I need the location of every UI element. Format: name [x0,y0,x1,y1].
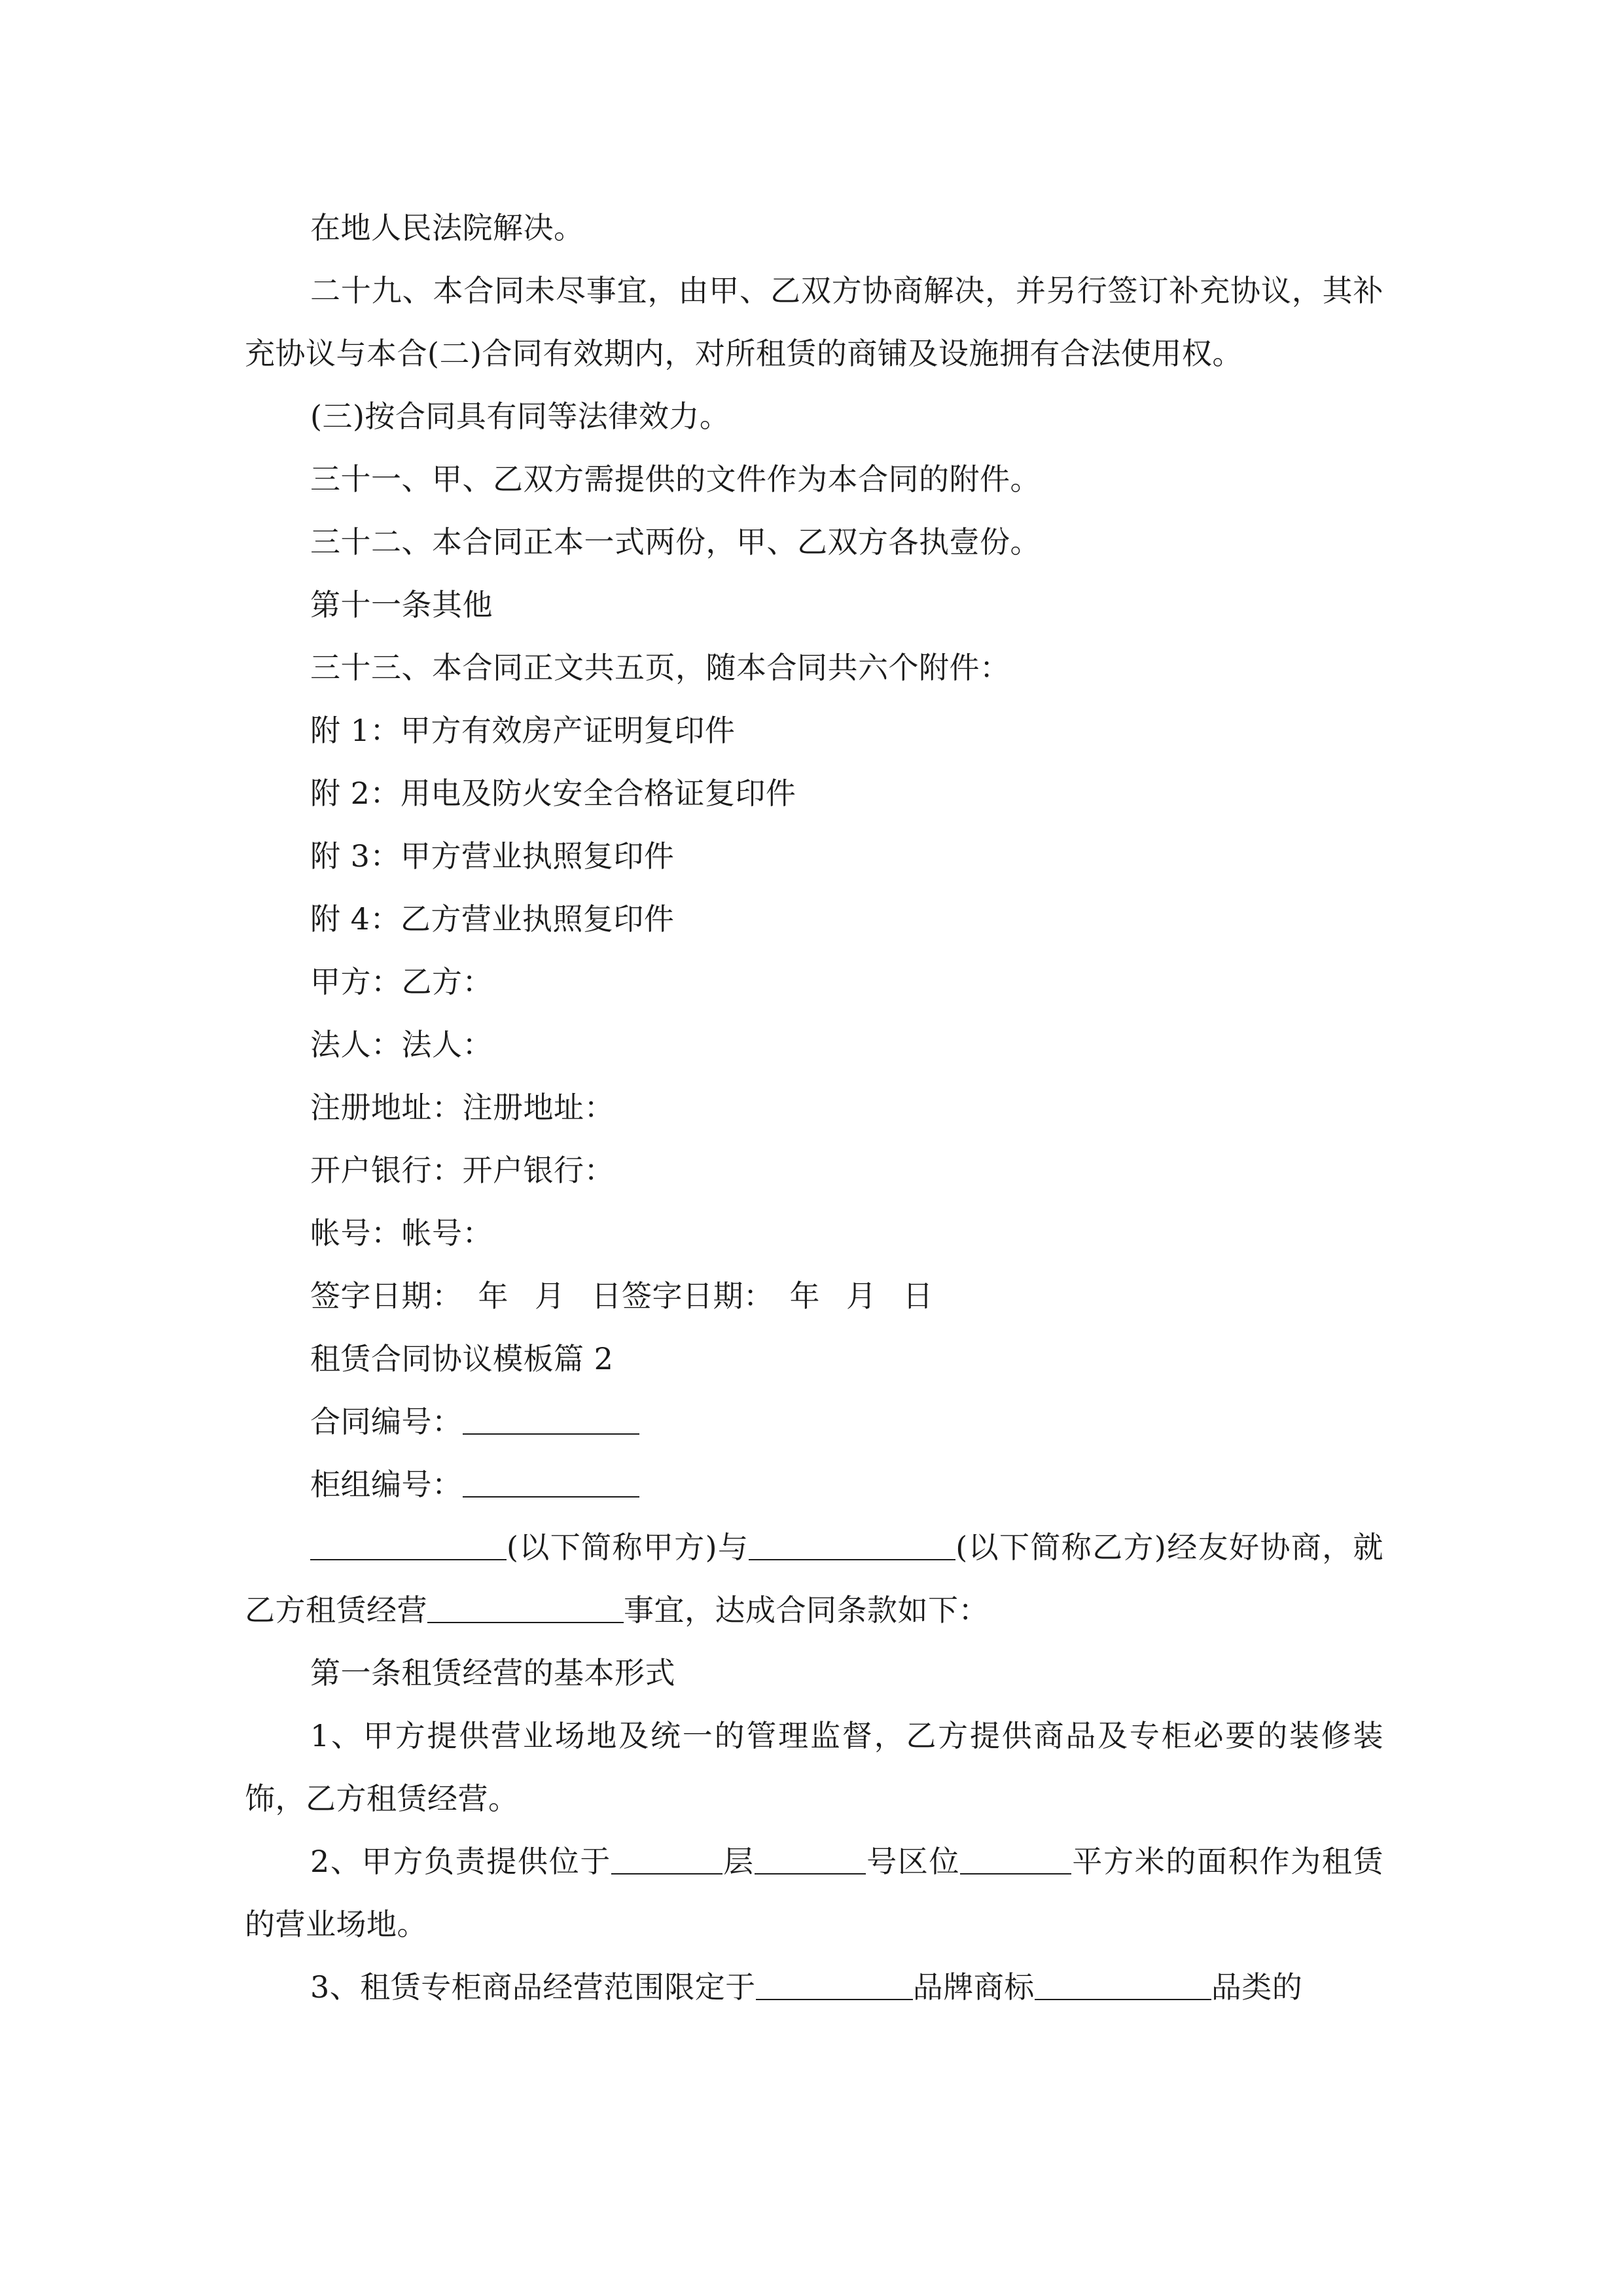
signature-field: 帐号：帐号： [310,1215,493,1251]
sign-date-label-2: 日签字日期： [591,1278,774,1314]
clause-3-suffix: 品类的 [1211,1969,1303,2005]
paragraph: 二十九、本合同未尽事宜，由甲、乙双方协商解决，并另行签订补充协议，其补充协议与本合(二)合同有效期内，对所租赁的商铺及设施拥有合法使用权。 [245,273,1383,371]
attachment-item: 附 3：甲方营业执照复印件 [310,838,675,874]
clause-2-suffix: 平方米的面积作为租赁的营业场地。 [245,1844,1384,1942]
attachment-item: 附 1：甲方有效房产证明复印件 [310,713,736,748]
clause-2-prefix: 2、甲方负责提供位于 [310,1844,612,1879]
brand-label: 品牌商标 [912,1969,1035,2005]
paragraph: 三十二、本合同正本一式两份，甲、乙双方各执壹份。 [310,524,1041,560]
counter-number-label: 柜组编号： [310,1467,463,1502]
signature-field: 开户银行：开户银行： [310,1153,615,1188]
parties-paragraph [245,1516,1383,1641]
area-blank [960,1847,1071,1874]
year-label: 年 [478,1278,508,1314]
section-title: 租赁合同协议模板篇 2 [310,1341,614,1376]
paragraph: 三十一、甲、乙双方需提供的文件作为本合同的附件。 [310,461,1041,497]
party-a-blank [310,1533,507,1560]
signature-field: 注册地址：注册地址： [310,1090,615,1125]
party-a-suffix: (以下简称甲方)与 [507,1530,749,1565]
article-heading: 第一条租赁经营的基本形式 [310,1655,675,1691]
sign-date-label: 签字日期： [310,1278,463,1314]
party-b-suffix: (以下简称乙方)经友好协商， [955,1530,1353,1565]
year-label: 年 [789,1278,820,1314]
floor-blank [611,1847,722,1874]
month-label: 月 [846,1278,877,1314]
document-body [245,196,1383,2018]
clause-1: 1、甲方提供营业场地及统一的管理监督，乙方提供商品及专柜必要的装修装饰，乙方租赁经营。 [245,1718,1383,1816]
contract-number-label: 合同编号： [310,1404,463,1439]
clause-3-prefix: 3、租赁专柜商品经营范围限定于 [310,1969,756,2005]
attachment-item: 附 2：用电及防火安全合格证复印件 [310,776,796,811]
day-label: 日 [902,1278,933,1314]
signature-field: 甲方：乙方： [310,964,493,999]
brand-blank [1035,1973,1211,2000]
contract-number-blank [463,1407,639,1435]
floor-label: 层 [722,1844,755,1879]
parties-line2-prefix: 就乙方租赁经营 [245,1530,1383,1628]
counter-number-blank [463,1470,639,1498]
clause-3 [245,1956,1383,2018]
month-label: 月 [535,1278,565,1314]
party-b-blank [749,1533,955,1560]
sign-date-line [245,1265,1383,1327]
contract-number-line [245,1390,1383,1453]
business-blank [427,1596,624,1623]
clause-2 [245,1830,1383,1956]
parties-line2-suffix: 事宜，达成合同条款如下： [624,1592,989,1628]
signature-field: 法人：法人： [310,1027,493,1062]
zone-label: 号区位 [865,1844,961,1879]
attachment-item: 附 4：乙方营业执照复印件 [310,901,675,937]
paragraph: 在地人民法院解决。 [310,210,584,245]
paragraph: (三)按合同具有同等法律效力。 [310,399,730,434]
article-heading: 第十一条其他 [310,587,493,622]
counter-number-line [245,1453,1383,1516]
zone-blank [755,1847,866,1874]
scope-blank [756,1973,913,2000]
paragraph: 三十三、本合同正文共五页，随本合同共六个附件： [310,650,1010,685]
